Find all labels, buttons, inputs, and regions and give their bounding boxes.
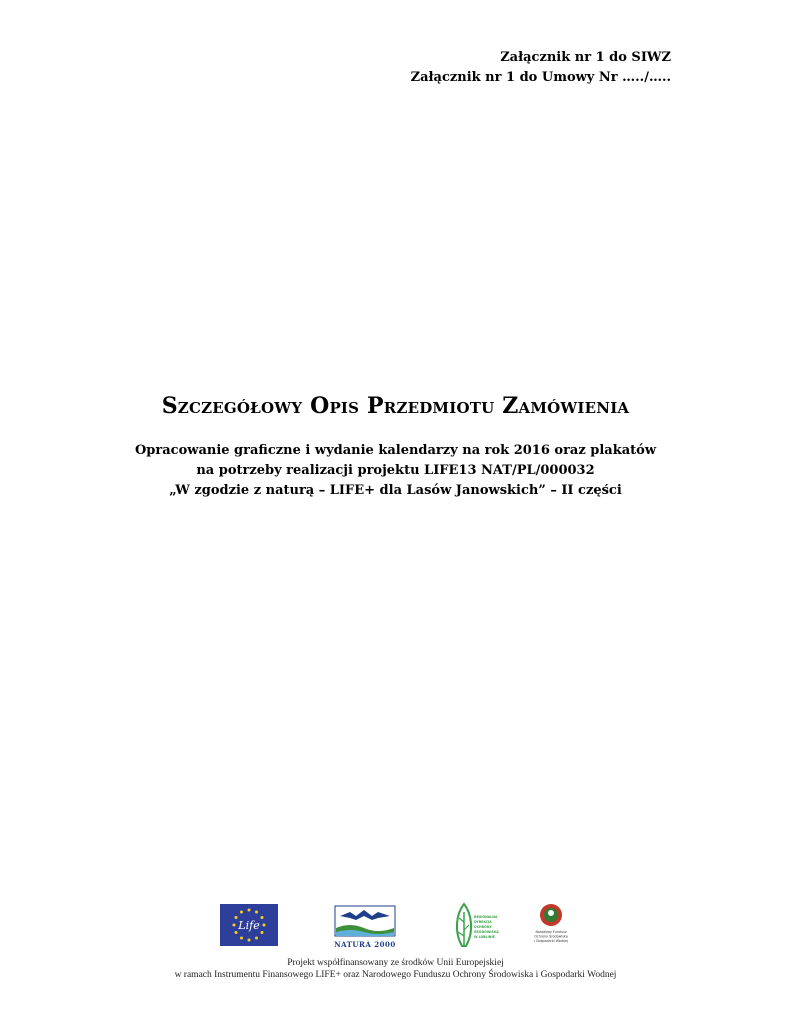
annex-line-umowa: Załącznik nr 1 do Umowy Nr …../….. — [410, 70, 671, 85]
footer-line-1: Projekt współfinansowany ze środków Unii Europejskiej — [287, 958, 504, 968]
svg-text:i Gospodarki Wodnej: i Gospodarki Wodnej — [534, 939, 568, 943]
subtitle-line-3: „W zgodzie z naturą – LIFE+ dla Lasów Janowskich” – II części — [169, 483, 622, 498]
svg-text:W LUBLINIE: W LUBLINIE — [474, 935, 495, 939]
svg-text:Ochrony Środowiska: Ochrony Środowiska — [534, 934, 568, 939]
funding-footer — [0, 957, 791, 981]
nfos-emblem-icon — [528, 901, 574, 947]
document-title: Szczegółowy Opis Przedmiotu Zamówienia — [161, 393, 630, 419]
svg-text:DYREKCJA: DYREKCJA — [474, 920, 492, 924]
annex-line-siwz: Załącznik nr 1 do SIWZ — [500, 50, 671, 65]
subtitle-line-2: na potrzeby realizacji projektu LIFE13 NAT/PL/000032 — [196, 463, 595, 478]
sponsor-logos — [0, 900, 791, 950]
subtitle-line-1: Opracowanie graficzne i wydanie kalendarzy na rok 2016 oraz plakatów — [134, 443, 657, 458]
natura-bird-icon — [334, 902, 397, 950]
svg-text:Narodowy Fundusz: Narodowy Fundusz — [535, 930, 567, 934]
natura-logo-text: NATURA 2000 — [334, 940, 396, 949]
footer-line-2: w ramach Instrumentu Finansowego LIFE+ oraz Narodowego Funduszu Ochrony Środowiska i Gospodarki Wodnej — [174, 970, 617, 980]
life-logo-text: Life — [238, 919, 260, 932]
svg-text:REGIONALNA: REGIONALNA — [474, 915, 498, 919]
leaf-icon — [452, 902, 500, 948]
life-eu-logo — [220, 904, 278, 946]
rdos-lublin-logo — [452, 902, 500, 948]
svg-text:ŚRODOWISKA: ŚRODOWISKA — [474, 930, 499, 934]
document-subtitle — [0, 441, 791, 501]
nfosigw-logo — [528, 901, 574, 947]
annex-header — [411, 48, 671, 88]
eu-stars-icon — [220, 904, 278, 946]
natura-2000-logo — [334, 902, 397, 950]
svg-text:OCHRONY: OCHRONY — [474, 925, 492, 929]
